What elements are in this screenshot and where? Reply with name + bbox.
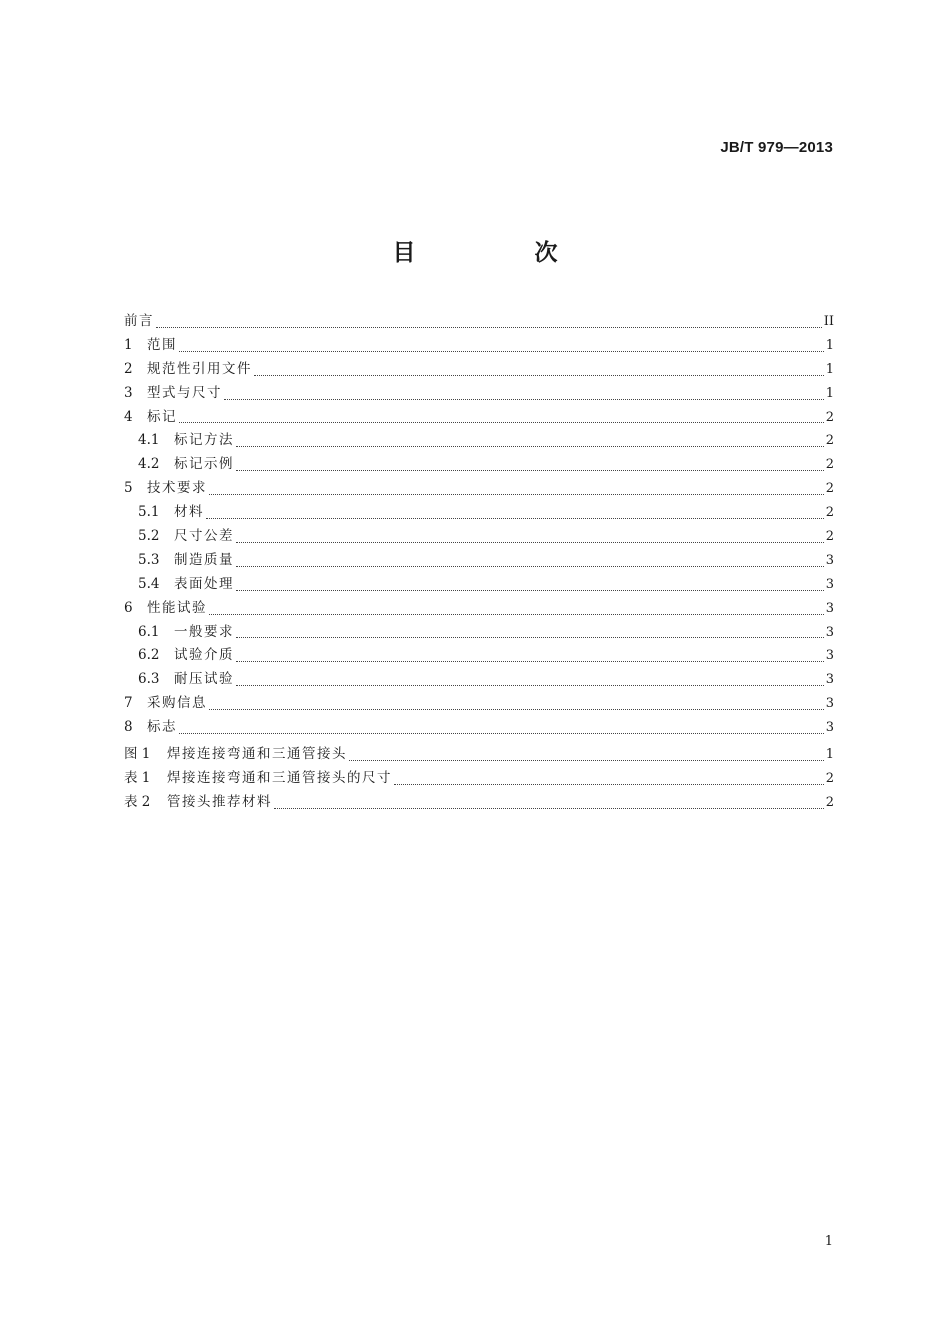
toc-entry-label: 标志	[147, 719, 177, 736]
toc-entry-label: 管接头推荐材料	[167, 793, 272, 810]
toc-entry-page: 2	[825, 529, 834, 545]
toc-entry-6[interactable]	[124, 597, 834, 621]
toc-entry-number: 7	[124, 695, 133, 712]
toc-entry-page: 2	[825, 457, 834, 473]
toc-entry-5-2[interactable]	[124, 525, 834, 549]
toc-entry-number: 5.4	[138, 575, 160, 592]
table-of-contents	[124, 310, 834, 815]
dot-leader	[236, 469, 824, 471]
toc-entry-table-2[interactable]	[124, 791, 834, 815]
standard-code: JB/T 979—2013	[720, 139, 833, 156]
toc-entry-label: 标记	[147, 408, 177, 425]
toc-entry-5[interactable]	[124, 477, 834, 501]
toc-entry-label: 范围	[147, 336, 177, 353]
toc-entry-label: 一般要求	[174, 623, 234, 640]
toc-entry-page: 3	[825, 600, 834, 616]
toc-entry-number: 6	[124, 599, 133, 616]
toc-entry-label: 耐压试验	[174, 671, 234, 688]
toc-entry-page: 3	[825, 720, 834, 736]
toc-entry-page: 2	[825, 409, 834, 425]
dot-leader	[206, 517, 824, 519]
toc-entry-label: 材料	[174, 504, 204, 521]
toc-entry-number: 图 1	[124, 746, 151, 763]
dot-leader	[209, 613, 824, 615]
toc-entry-page: 2	[825, 770, 834, 786]
dot-leader	[156, 326, 822, 328]
toc-entry-label: 标记方法	[174, 432, 234, 449]
toc-entry-3[interactable]	[124, 382, 834, 406]
dot-leader	[224, 398, 824, 400]
toc-entry-number: 4.1	[138, 432, 160, 449]
toc-entry-label: 规范性引用文件	[147, 360, 252, 377]
toc-entry-page: 3	[825, 696, 834, 712]
page-number: 1	[824, 1234, 833, 1249]
toc-entry-number: 表 2	[124, 793, 151, 810]
toc-entry-number: 8	[124, 719, 133, 736]
toc-entry-4[interactable]	[124, 406, 834, 430]
toc-entry-number: 3	[124, 384, 133, 401]
toc-entry-label: 性能试验	[147, 599, 207, 616]
toc-entry-8[interactable]	[124, 716, 834, 740]
toc-entry-label: 采购信息	[147, 695, 207, 712]
toc-entry-page: 3	[825, 672, 834, 688]
toc-entry-number: 5.1	[138, 504, 160, 521]
dot-leader	[236, 541, 824, 543]
toc-entry-number: 1	[124, 336, 133, 353]
dot-leader	[179, 732, 824, 734]
dot-leader	[394, 783, 824, 785]
dot-leader	[179, 421, 824, 423]
toc-entry-page: 2	[825, 505, 834, 521]
toc-entry-page: 3	[825, 576, 834, 592]
toc-entry-number: 5	[124, 480, 133, 497]
toc-entry-6-3[interactable]	[124, 668, 834, 692]
toc-entry-label: 焊接连接弯通和三通管接头	[167, 746, 347, 763]
toc-entry-number: 6.3	[138, 671, 160, 688]
toc-entry-number: 6.1	[138, 623, 160, 640]
toc-entry-page: 1	[825, 747, 834, 763]
toc-entry-number: 5.3	[138, 551, 160, 568]
dot-leader	[236, 445, 824, 447]
dot-leader	[179, 350, 824, 352]
toc-entry-label: 焊接连接弯通和三通管接头的尺寸	[167, 769, 392, 786]
toc-entry-1[interactable]	[124, 334, 834, 358]
toc-entry-table-1[interactable]	[124, 767, 834, 791]
toc-entry-label: 型式与尺寸	[147, 384, 222, 401]
toc-entry-page: 2	[825, 481, 834, 497]
page-title: 目 次	[392, 240, 606, 266]
toc-entry-page: 1	[825, 337, 834, 353]
toc-entry-6-1[interactable]	[124, 621, 834, 645]
toc-entry-page: 2	[825, 433, 834, 449]
toc-entry-page: 1	[825, 385, 834, 401]
toc-entry-label: 试验介质	[174, 647, 234, 664]
toc-entry-page: 3	[825, 552, 834, 568]
dot-leader	[236, 589, 824, 591]
toc-entry-7[interactable]	[124, 692, 834, 716]
dot-leader	[236, 636, 824, 638]
toc-entry-label: 制造质量	[174, 551, 234, 568]
toc-entry-label: 标记示例	[174, 456, 234, 473]
dot-leader	[209, 708, 824, 710]
toc-entry-page: 1	[825, 361, 834, 377]
toc-entry-page: 3	[825, 624, 834, 640]
toc-entry-5-1[interactable]	[124, 501, 834, 525]
dot-leader	[236, 660, 824, 662]
toc-entry-page: 3	[825, 648, 834, 664]
toc-entry-label: 表面处理	[174, 575, 234, 592]
toc-entry-page: II	[823, 314, 834, 329]
dot-leader	[254, 374, 824, 376]
toc-entry-label: 尺寸公差	[174, 528, 234, 545]
toc-entry-label: 技术要求	[147, 480, 207, 497]
toc-entry-6-2[interactable]	[124, 644, 834, 668]
toc-entry-number: 2	[124, 360, 133, 377]
toc-entry-4-1[interactable]	[124, 429, 834, 453]
dot-leader	[274, 807, 824, 809]
toc-entry-5-4[interactable]	[124, 573, 834, 597]
toc-entry-5-3[interactable]	[124, 549, 834, 573]
toc-entry-number: 4.2	[138, 456, 160, 473]
dot-leader	[236, 565, 824, 567]
toc-entry-page: 2	[825, 794, 834, 810]
toc-entry-4-2[interactable]	[124, 453, 834, 477]
dot-leader	[349, 759, 824, 761]
toc-entry-number: 5.2	[138, 528, 160, 545]
toc-entry-2[interactable]	[124, 358, 834, 382]
dot-leader	[236, 684, 824, 686]
toc-entry-number: 表 1	[124, 769, 151, 786]
toc-entry-figure-1[interactable]	[124, 743, 834, 767]
toc-entry-foreword[interactable]	[124, 310, 834, 334]
dot-leader	[209, 493, 824, 495]
toc-entry-label: 前言	[124, 313, 154, 329]
toc-entry-number: 6.2	[138, 647, 160, 664]
toc-entry-number: 4	[124, 408, 133, 425]
